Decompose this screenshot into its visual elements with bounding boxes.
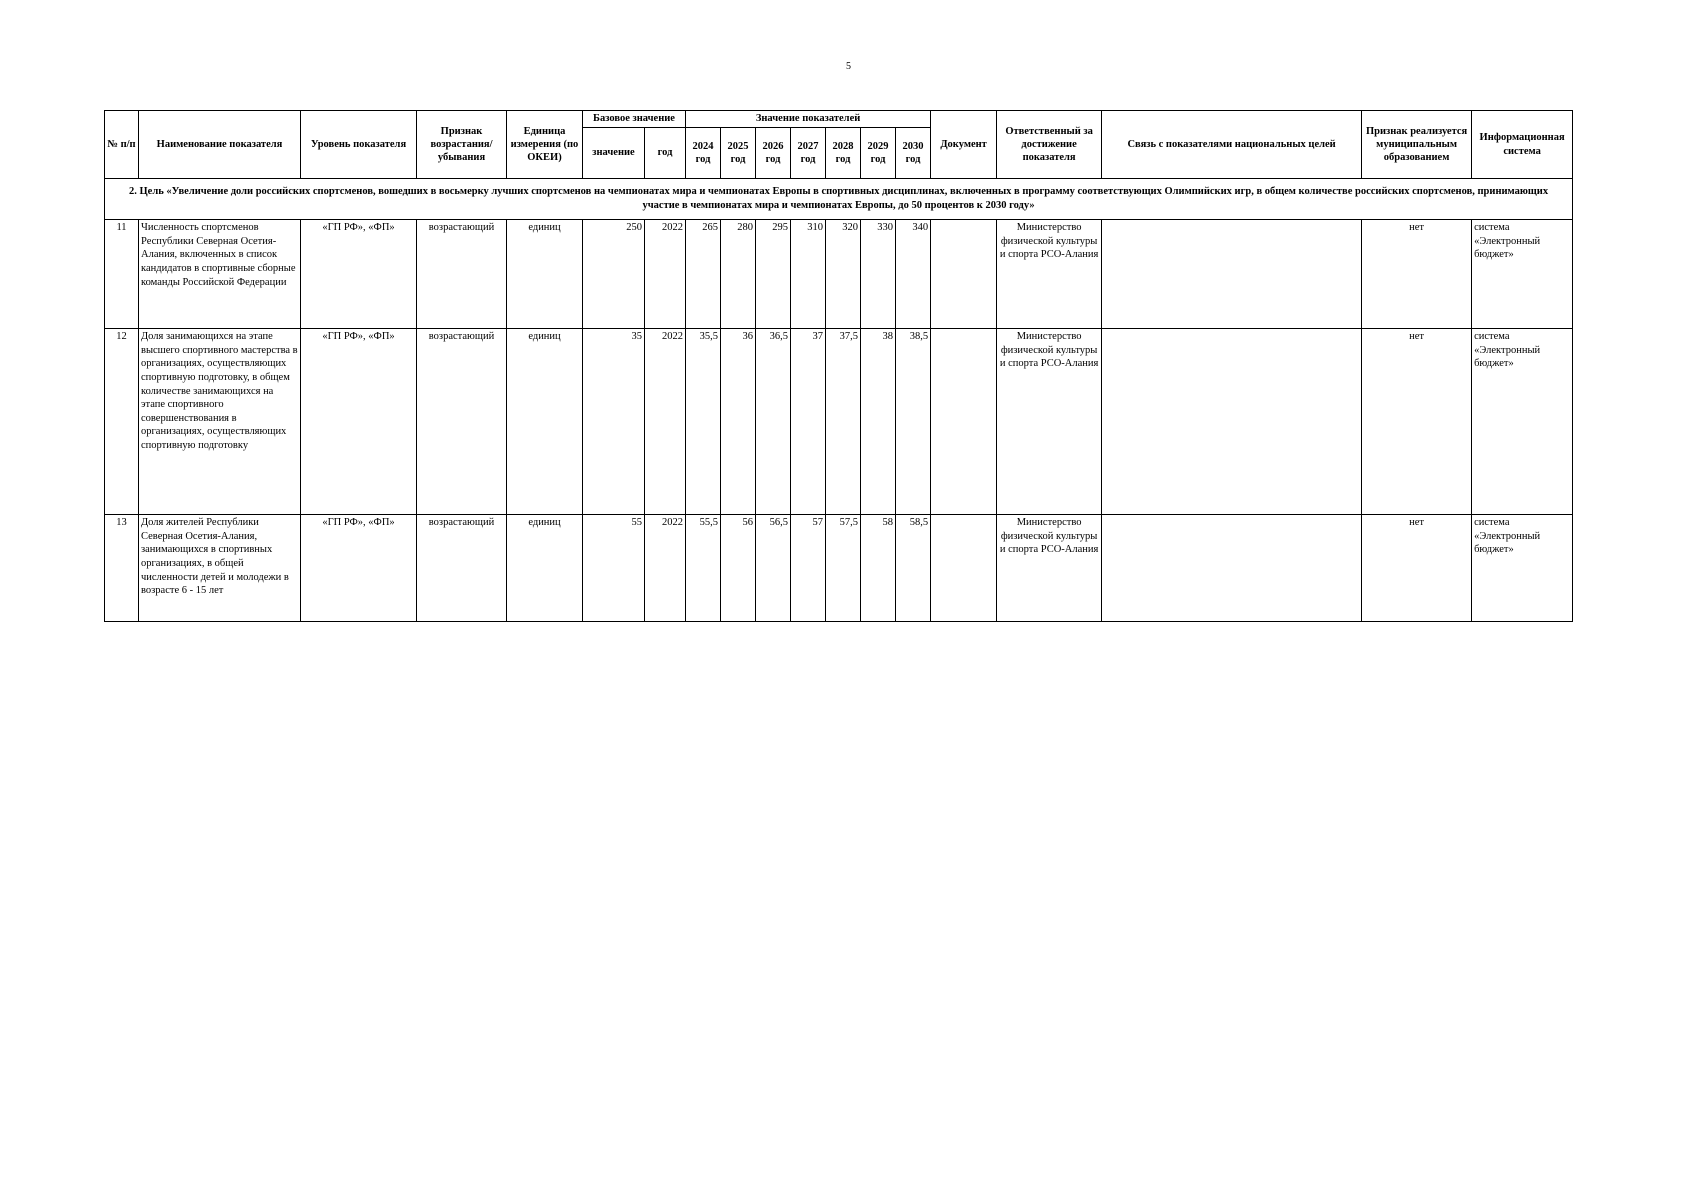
row-num: 13 (105, 515, 139, 622)
header-level: Уровень показателя (301, 111, 417, 179)
row-name: Численность спортсменов Республики Северная Осетия-Алания, включенных в список кандидатов в спортивные сборные команды Российской Федерации (139, 220, 301, 329)
row-level: «ГП РФ», «ФП» (301, 329, 417, 515)
row-base-value: 35 (583, 329, 645, 515)
table-row (105, 329, 1573, 515)
row-link (1102, 220, 1362, 329)
header-num: № п/п (105, 111, 139, 179)
row-document (931, 220, 997, 329)
header-base-year: год (645, 128, 686, 179)
row-value: 57,5 (826, 515, 861, 622)
row-trend: возрастающий (417, 515, 507, 622)
row-link (1102, 329, 1362, 515)
header-base-value: значение (583, 128, 645, 179)
page-number: 5 (846, 61, 851, 72)
row-value: 38,5 (896, 329, 931, 515)
row-value: 55,5 (686, 515, 721, 622)
header-info-system: Информационная система (1472, 111, 1573, 179)
header-municipal: Признак реализуется муниципальным образованием (1362, 111, 1472, 179)
row-name: Доля занимающихся на этапе высшего спортивного мастерства в организациях, осуществляющих спортивную подготовку, в общем количестве занимающихся на этапе спортивного совершенствования в организациях, осуществляющих спортивную подготовку (139, 329, 301, 515)
row-value: 36 (721, 329, 756, 515)
row-responsible: Министерство физической культуры и спорта РСО-Алания (997, 329, 1102, 515)
row-unit: единиц (507, 329, 583, 515)
row-base-value: 250 (583, 220, 645, 329)
header-year: 2030 год (896, 128, 931, 179)
header-row-top (105, 111, 1573, 128)
row-base-value: 55 (583, 515, 645, 622)
row-value: 56,5 (756, 515, 791, 622)
header-year: 2029 год (861, 128, 896, 179)
row-municipal: нет (1362, 329, 1472, 515)
row-num: 11 (105, 220, 139, 329)
row-info-system: система «Электронный бюджет» (1472, 220, 1573, 329)
header-year: 2024 год (686, 128, 721, 179)
header-base-group: Базовое значение (583, 111, 686, 128)
header-year: 2027 год (791, 128, 826, 179)
header-trend: Признак возрастания/ убывания (417, 111, 507, 179)
row-document (931, 515, 997, 622)
header-link: Связь с показателями национальных целей (1102, 111, 1362, 179)
row-link (1102, 515, 1362, 622)
row-value: 37,5 (826, 329, 861, 515)
header-name: Наименование показателя (139, 111, 301, 179)
row-value: 280 (721, 220, 756, 329)
header-year: 2028 год (826, 128, 861, 179)
row-value: 58 (861, 515, 896, 622)
table-row (105, 220, 1573, 329)
indicators-table (104, 110, 1573, 622)
row-trend: возрастающий (417, 329, 507, 515)
row-value: 265 (686, 220, 721, 329)
row-info-system: система «Электронный бюджет» (1472, 329, 1573, 515)
row-value: 58,5 (896, 515, 931, 622)
header-values-group: Значение показателей (686, 111, 931, 128)
row-municipal: нет (1362, 220, 1472, 329)
table-row (105, 515, 1573, 622)
header-unit: Единица измерения (по ОКЕИ) (507, 111, 583, 179)
header-responsible: Ответственный за достижение показателя (997, 111, 1102, 179)
row-base-year: 2022 (645, 220, 686, 329)
row-num: 12 (105, 329, 139, 515)
row-value: 36,5 (756, 329, 791, 515)
row-name: Доля жителей Республики Северная Осетия-Алания, занимающихся в спортивных организациях, в общей численности детей и молодежи в возрасте 6 - 15 лет (139, 515, 301, 622)
row-value: 37 (791, 329, 826, 515)
row-base-year: 2022 (645, 329, 686, 515)
row-value: 340 (896, 220, 931, 329)
row-unit: единиц (507, 220, 583, 329)
row-value: 330 (861, 220, 896, 329)
row-level: «ГП РФ», «ФП» (301, 220, 417, 329)
row-value: 310 (791, 220, 826, 329)
row-info-system: система «Электронный бюджет» (1472, 515, 1573, 622)
row-responsible: Министерство физической культуры и спорта РСО-Алания (997, 220, 1102, 329)
row-unit: единиц (507, 515, 583, 622)
row-value: 38 (861, 329, 896, 515)
header-document: Документ (931, 111, 997, 179)
row-municipal: нет (1362, 515, 1472, 622)
row-value: 57 (791, 515, 826, 622)
row-base-year: 2022 (645, 515, 686, 622)
header-year: 2025 год (721, 128, 756, 179)
row-value: 56 (721, 515, 756, 622)
row-value: 320 (826, 220, 861, 329)
row-document (931, 329, 997, 515)
goal-text: 2. Цель «Увеличение доли российских спортсменов, вошедших в восьмерку лучших спортсменов на чемпионатах мира и чемпионатах Европы в спортивных дисциплинах, включенных в программу соответствующих Олимпийских игр, в общем количестве российских спортсменов, принимающих участие в чемпионатах мира и чемпионатах Европы, до 50 процентов к 2030 году» (105, 179, 1573, 220)
row-value: 35,5 (686, 329, 721, 515)
row-trend: возрастающий (417, 220, 507, 329)
row-value: 295 (756, 220, 791, 329)
header-year: 2026 год (756, 128, 791, 179)
row-responsible: Министерство физической культуры и спорта РСО-Алания (997, 515, 1102, 622)
row-level: «ГП РФ», «ФП» (301, 515, 417, 622)
goal-row (105, 179, 1573, 220)
